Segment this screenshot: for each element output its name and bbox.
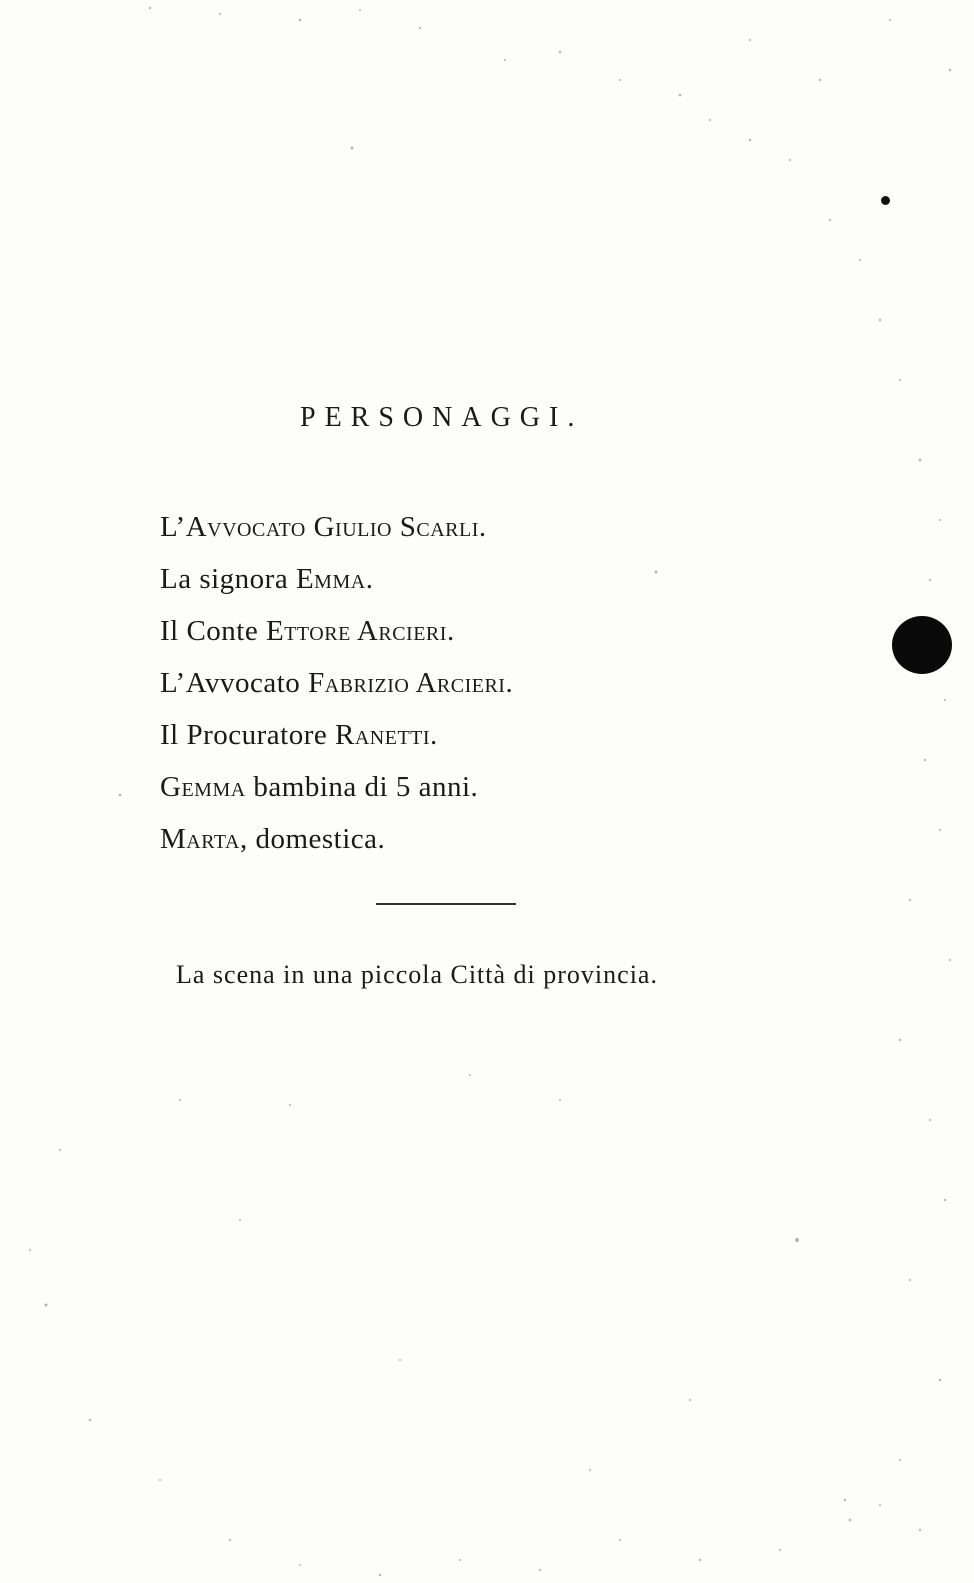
- cast-name: Marta: [160, 823, 240, 855]
- cast-name: Gemma: [160, 771, 246, 803]
- list-item: [160, 501, 513, 553]
- cast-name: Fabrizio Arcieri: [308, 667, 506, 699]
- list-item: [160, 813, 513, 865]
- page-title: PERSONAGGI.: [300, 402, 584, 433]
- list-item: [160, 553, 513, 605]
- cast-suffix: .: [446, 615, 455, 647]
- list-item: [160, 657, 513, 709]
- cast-prefix: L’Avvocato: [160, 667, 309, 699]
- cast-suffix: , domestica.: [239, 823, 386, 855]
- section-divider: [376, 903, 516, 905]
- list-item: [160, 761, 513, 813]
- cast-name: Emma: [295, 563, 366, 595]
- cast-prefix: La signora: [160, 563, 296, 595]
- cast-suffix: .: [478, 511, 487, 543]
- cast-name: Ettore Arcieri: [266, 615, 447, 647]
- cast-suffix: .: [365, 563, 374, 595]
- cast-suffix: .: [505, 667, 514, 699]
- cast-suffix: .: [430, 719, 438, 751]
- cast-list: [160, 501, 513, 865]
- setting-note: La scena in una piccola Città di provincia.: [176, 960, 658, 989]
- cast-prefix: L’: [160, 511, 186, 543]
- list-item: [160, 605, 513, 657]
- cast-suffix: bambina di 5 anni.: [245, 771, 479, 803]
- cast-name: Ranetti: [335, 719, 431, 751]
- ink-blot: [892, 616, 952, 674]
- cast-name: Avvocato Giulio Scarli: [185, 511, 479, 543]
- cast-prefix: Il Conte: [160, 615, 266, 647]
- list-item: [160, 709, 513, 761]
- ink-speck: [881, 196, 890, 205]
- cast-prefix: Il Procuratore: [160, 719, 335, 751]
